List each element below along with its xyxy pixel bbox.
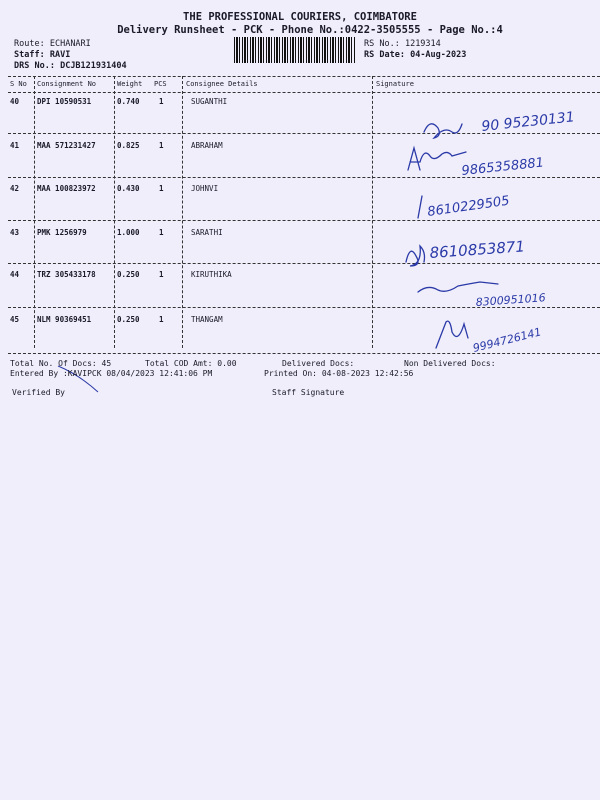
row-pcs: 1 — [159, 184, 164, 193]
delivered-docs-label: Delivered Docs: — [282, 359, 355, 368]
staff-signature-label: Staff Signature — [272, 388, 345, 397]
cod-label: Total COD Amt: — [145, 359, 213, 368]
total-docs-field — [10, 359, 111, 368]
route-label: Route: — [14, 39, 45, 49]
row-consignee: THANGAM — [191, 315, 223, 324]
handwritten-phone: 8300951016 — [475, 291, 547, 309]
signature-scribble — [436, 321, 468, 348]
total-docs-label: Total No. Of Docs: — [10, 359, 97, 368]
handwritten-phone: 9865358881 — [460, 155, 545, 179]
handwritten-phone: 90 95230131 — [480, 109, 576, 135]
entered-by-field — [10, 369, 212, 378]
row-sno: 41 — [10, 141, 20, 150]
row-weight: 0.250 — [117, 315, 140, 324]
staff-value: RAVI — [49, 50, 71, 60]
row-sno: 43 — [10, 228, 20, 237]
rs-no-value: 1219314 — [404, 39, 441, 49]
row-sno: 44 — [10, 270, 20, 279]
row-consignee: JOHNVI — [191, 184, 219, 193]
row-weight: 1.000 — [117, 228, 140, 237]
drs-value: DCJB121931404 — [60, 61, 127, 71]
signature-scribble — [418, 196, 422, 218]
printed-on-field — [264, 369, 413, 378]
row-consignee: SUGANTHI — [191, 97, 228, 106]
row-weight: 0.825 — [117, 141, 140, 150]
rs-no-label: RS No.: — [364, 39, 400, 49]
signature-scribbles — [406, 124, 498, 348]
row-weight: 0.740 — [117, 97, 140, 106]
row-consignment: MAA 571231427 — [37, 141, 96, 150]
row-consignment: PMK 1256979 — [37, 228, 87, 237]
printed-on-value: 04-08-2023 12:42:56 — [321, 369, 414, 378]
handwritten-numbers — [426, 109, 575, 355]
staff-label: Staff: — [14, 50, 45, 60]
verified-by-label: Verified By — [12, 388, 65, 397]
row-consignment: NLM 90369451 — [37, 315, 92, 324]
col-header-consignment: Consignment No — [37, 80, 97, 88]
row-pcs: 1 — [159, 97, 164, 106]
row-consignment: DPI 10590531 — [37, 97, 92, 106]
signature-scribble — [408, 148, 466, 170]
signature-scribble — [418, 282, 498, 292]
row-pcs: 1 — [159, 315, 164, 324]
row-pcs: 1 — [159, 141, 164, 150]
drs-label: DRS No.: — [14, 61, 55, 71]
non-delivered-docs-label: Non Delivered Docs: — [404, 359, 496, 368]
rs-date-value: 04-Aug-2023 — [410, 50, 467, 60]
row-weight: 0.250 — [117, 270, 140, 279]
route-value: ECHANARI — [49, 39, 91, 49]
col-header-signature: Signature — [376, 80, 414, 88]
row-pcs: 1 — [159, 228, 164, 237]
total-docs-value: 45 — [101, 359, 112, 368]
row-sno: 45 — [10, 315, 20, 324]
runsheet-title: Delivery Runsheet - PCK - Phone No.:0422-3505555 - Page No.:4 — [117, 24, 503, 36]
row-weight: 0.430 — [117, 184, 140, 193]
row-consignee: ABRAHAM — [191, 141, 223, 150]
cod-field — [145, 359, 237, 368]
cod-value: 0.00 — [217, 359, 237, 368]
col-header-sno: S No — [10, 80, 27, 88]
handwritten-phone: 9994726141 — [471, 325, 543, 355]
entered-by-label: Entered By : — [10, 369, 68, 378]
row-sno: 40 — [10, 97, 20, 106]
row-consignee: KIRUTHIKA — [191, 270, 232, 279]
row-consignee: SARATHI — [191, 228, 223, 237]
handwritten-phone: 8610229505 — [426, 193, 511, 220]
col-header-pcs: PCS — [154, 80, 167, 88]
row-consignment: TRZ 305433178 — [37, 270, 96, 279]
col-header-weight: Weight — [117, 80, 143, 88]
entered-by-value: KAVIPCK 08/04/2023 12:41:06 PM — [67, 369, 213, 378]
company-name: THE PROFESSIONAL COURIERS, COIMBATORE — [183, 11, 417, 23]
rs-date-label: RS Date: — [364, 50, 405, 60]
signature-scribble — [424, 124, 462, 138]
signature-scribble — [406, 246, 425, 266]
row-consignment: MAA 100823972 — [37, 184, 96, 193]
row-pcs: 1 — [159, 270, 164, 279]
printed-on-label: Printed On: — [264, 369, 317, 378]
handwritten-phone: 8610853871 — [429, 237, 526, 262]
row-sno: 42 — [10, 184, 20, 193]
col-header-consignee: Consignee Details — [186, 80, 258, 88]
